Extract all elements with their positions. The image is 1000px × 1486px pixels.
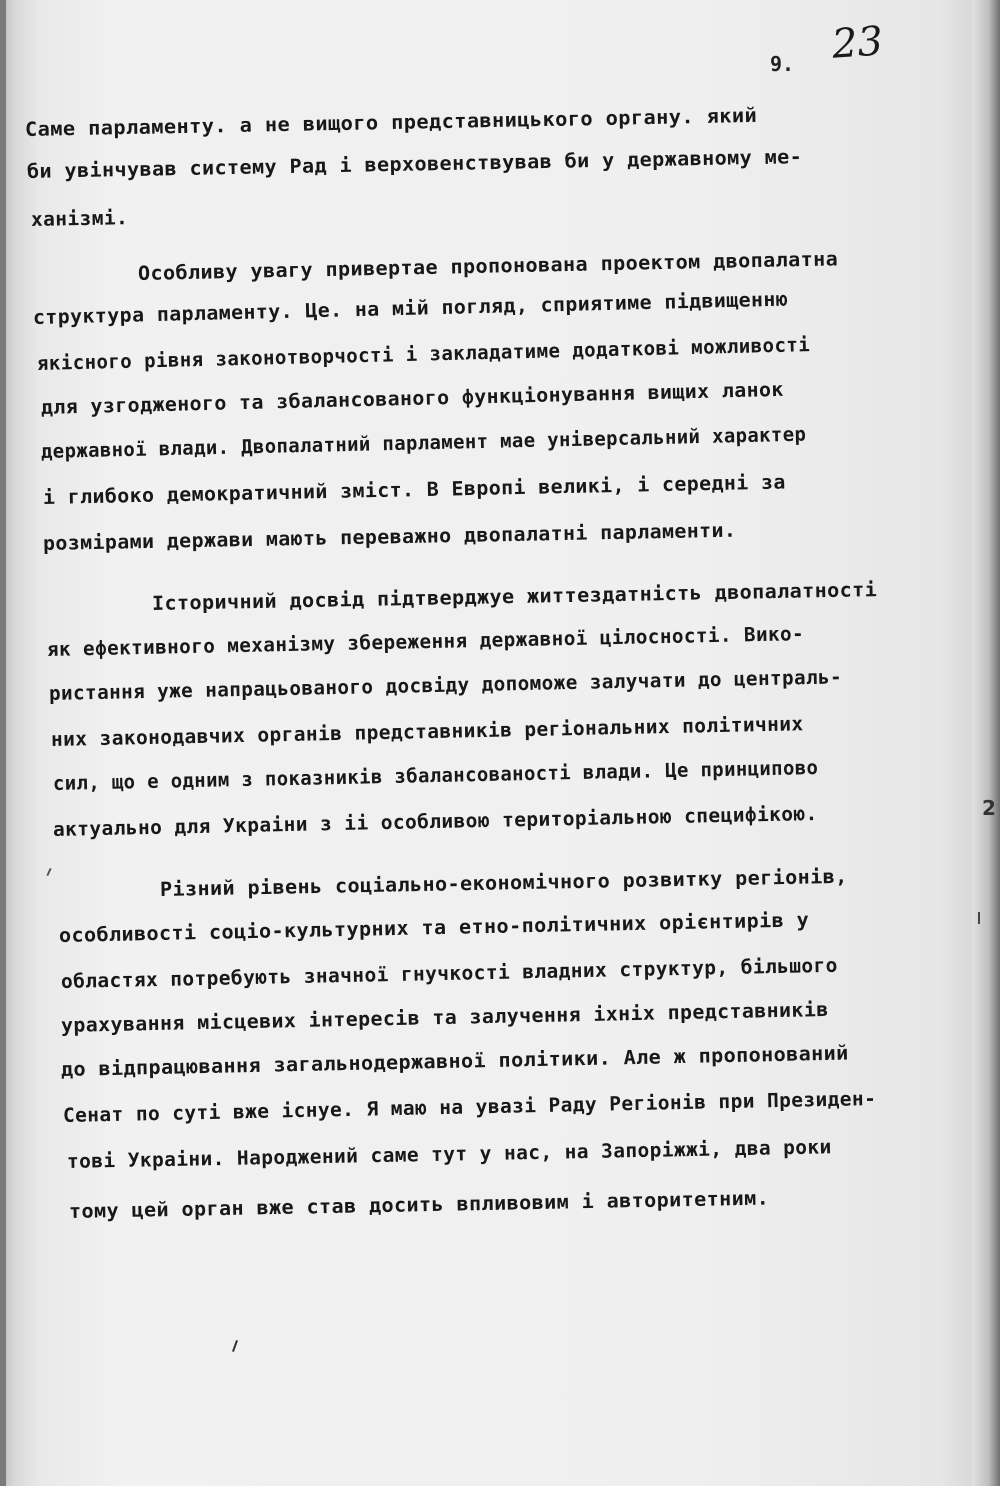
stray-mark	[46, 868, 51, 876]
text-line: Різний рівень соціально-економічного розвитку регіонів,	[159, 864, 848, 901]
text-line: Особливу увагу привертае пропонована проектом двопалатна	[137, 247, 839, 285]
page-number: 9.	[770, 52, 795, 76]
text-line: ханізмі.	[30, 206, 129, 231]
text-line: тові Украіни. Народжений саме тут у нас, на Запоріжжі, два роки	[66, 1135, 832, 1173]
text-line: урахування місцевих інтересів та залучення іхніх представників	[60, 997, 829, 1037]
text-line: якісного рівня законотворчості і закладатиме додаткові можливості	[36, 333, 811, 375]
text-line: сил, що е одним з показників збалансованості влади. Це принципово	[52, 755, 819, 795]
text-line: державної влади. Двопалатний парламент мае універсальний характер	[40, 422, 807, 463]
text-line: як ефективного механізму збереження державної цілосності. Вико-	[46, 622, 805, 661]
text-line: до відпрацювання загальнодержавної політики. Але ж пропонований	[60, 1041, 849, 1081]
binding-edge	[0, 0, 6, 1486]
text-line: Саме парламенту. а не вищого представницького органу. який	[24, 103, 758, 141]
text-line: ристання уже напрацьованого досвіду допоможе залучати до централь-	[48, 665, 843, 705]
text-line: структура парламенту. Це. на мій погляд, сприятиме підвищенню	[32, 287, 789, 329]
text-line: розмірами держави мають переважно двопалатні парламенти.	[42, 518, 737, 555]
text-line: тому цей орган вже став досить впливовим і авторитетним.	[68, 1186, 770, 1223]
text-line: них законодавчих органів представників регіональних політичних	[50, 712, 804, 751]
text-line: для узгодженого та збалансованого функціонування вищих ланок	[40, 377, 785, 419]
text-line: особливості соціо-культурних та етно-політичних орієнтирів у	[58, 908, 810, 947]
margin-tick	[978, 912, 980, 924]
stray-mark	[232, 1340, 238, 1352]
margin-mark: 2	[982, 796, 996, 820]
text-line: актуально для Украіни з іі особливою територіальною специфікою.	[52, 801, 818, 841]
archive-page-number: 23	[830, 18, 885, 68]
page-edge	[972, 0, 1000, 1486]
text-line: і глибоко демократичний зміст. В Европі великі, і середні за	[42, 470, 787, 509]
text-line: Сенат по суті вже існуе. Я маю на увазі Раду Регіонів при Президен-	[62, 1086, 877, 1127]
text-line: би увінчував систему Рад і верховенствував би у державному ме-	[26, 145, 803, 183]
text-line: областях потребують значної гнучкості владних структур, більшого	[60, 953, 839, 993]
text-line: Історичний досвід підтверджуе життездатність двопалатності	[151, 578, 878, 615]
